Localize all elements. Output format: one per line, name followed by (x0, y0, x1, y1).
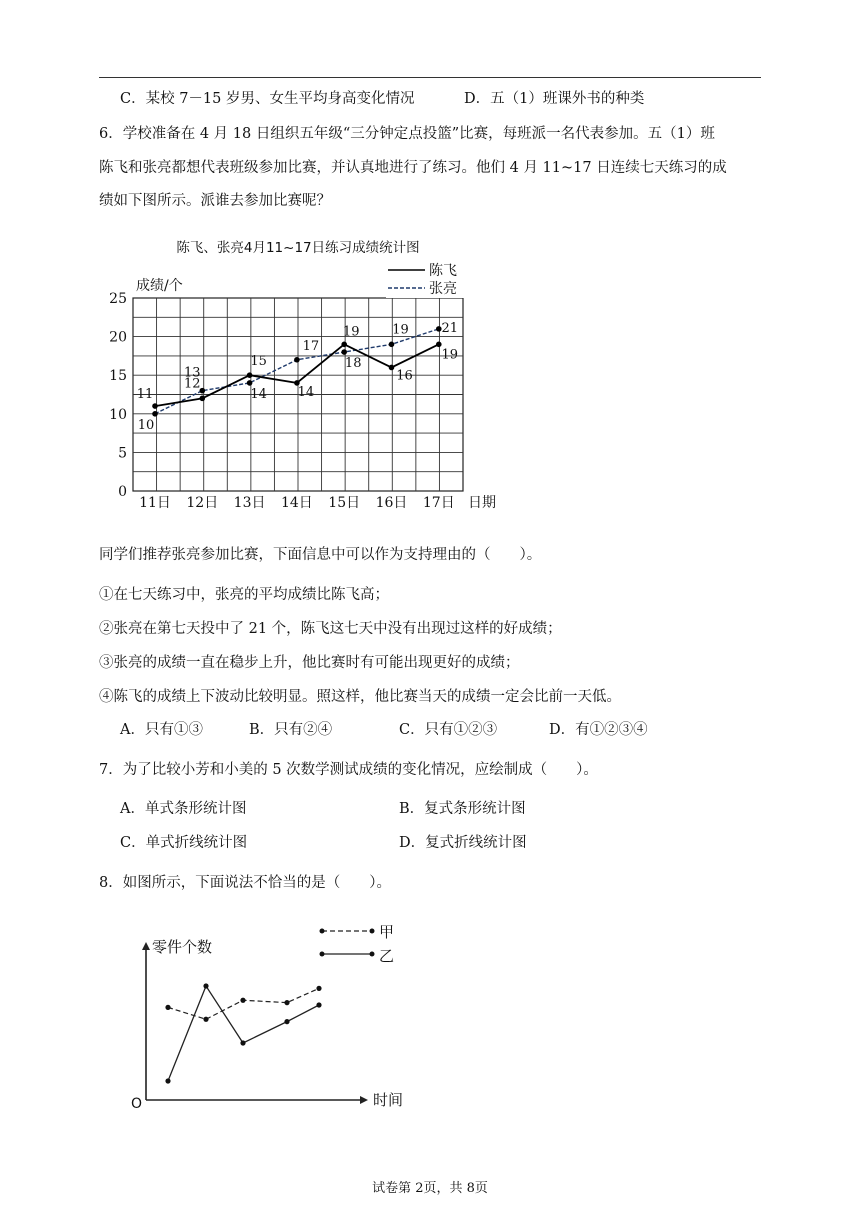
q7-option-d: D．复式折线统计图 (399, 835, 527, 851)
y-axis-arrow (142, 942, 150, 950)
point-chenfei (247, 372, 253, 378)
q7-option-c: C．单式折线统计图 (120, 835, 248, 851)
data-label-chenfei: 14 (297, 384, 315, 400)
data-label-zhangliang: 14 (250, 386, 267, 402)
q6-statement-1: ①在七天练习中，张亮的平均成绩比陈飞高； (99, 587, 389, 603)
legend-label-zhangliang: 张亮 (429, 281, 457, 297)
x-tick-label: 11日 (139, 495, 171, 511)
q6-option-d: D．有①②③④ (549, 722, 648, 738)
q6-stem-line-2: 陈飞和张亮都想代表班级参加比赛，并认真地进行了练习。他们 4 月 11~17 日连续七天练习的成 (99, 160, 727, 176)
point-yi (165, 1078, 170, 1083)
chart-title: 陈飞、张亮4月11~17日练习成绩统计图 (176, 240, 420, 256)
y-tick-label: 20 (109, 329, 127, 346)
series-line-jia (168, 988, 319, 1019)
data-label-zhangliang: 19 (392, 322, 409, 338)
x-tick-label: 16日 (375, 495, 408, 511)
data-label-chenfei: 11 (136, 387, 154, 403)
q8-line-chart (0, 910, 860, 1120)
data-label-zhangliang: 18 (344, 356, 362, 372)
origin-label: O (131, 1096, 143, 1112)
legend-label-yi: 乙 (379, 947, 395, 965)
point-chenfei (436, 342, 442, 348)
data-label-chenfei: 12 (184, 376, 201, 392)
point-chenfei (152, 403, 158, 409)
y-tick-label: 25 (109, 291, 127, 307)
q6-statement-3: ③张亮的成绩一直在稳步上升，他比赛时有可能出现更好的成绩； (99, 655, 520, 671)
q6-option-b: B．只有②④ (249, 722, 333, 738)
x-tick-label: 12日 (186, 495, 219, 511)
data-label-chenfei: 19 (441, 347, 459, 363)
q5-option-d: D．五（1）班课外书的种类 (464, 91, 645, 107)
data-label-chenfei: 19 (342, 324, 360, 340)
point-zhangliang (389, 342, 395, 348)
x-axis-arrow (360, 1096, 368, 1104)
data-label-zhangliang: 17 (302, 338, 320, 354)
point-yi (284, 1019, 289, 1024)
point-jia (284, 1000, 289, 1005)
q7-stem: 7．为了比较小芳和小美的 5 次数学测试成绩的变化情况，应绘制成（ ）。 (99, 762, 598, 778)
point-zhangliang (152, 411, 158, 417)
x-axis-label: 日期 (468, 495, 496, 511)
x-axis-label: 时间 (373, 1091, 404, 1109)
point-jia (165, 1005, 170, 1010)
q5-option-c: C．某校 7－15 岁男、女生平均身高变化情况 (120, 91, 415, 107)
point-jia (203, 1017, 208, 1022)
data-label-zhangliang: 10 (137, 417, 155, 433)
page-footer: 试卷第 2页，共 8页 (372, 1181, 488, 1196)
data-label-chenfei: 15 (250, 354, 267, 370)
y-tick-label: 5 (118, 445, 127, 462)
point-chenfei (341, 342, 347, 348)
q8-stem: 8．如图所示，下面说法不恰当的是（ ）。 (99, 875, 391, 891)
q6-line-chart (0, 0, 860, 520)
data-label-chenfei: 16 (396, 368, 413, 384)
y-axis-label: 成绩/个 (136, 278, 183, 294)
x-tick-label: 15日 (328, 495, 361, 511)
point-jia (240, 998, 245, 1003)
point-jia (316, 986, 321, 991)
point-yi (203, 983, 208, 988)
legend-marker-jia (320, 929, 325, 934)
q6-option-c: C．只有①②③ (399, 722, 498, 738)
x-tick-label: 17日 (422, 495, 455, 511)
point-yi (316, 1002, 321, 1007)
point-chenfei (200, 396, 206, 402)
q6-question: 同学们推荐张亮参加比赛，下面信息中可以作为支持理由的（ ）。 (99, 547, 542, 563)
q6-statement-4: ④陈飞的成绩上下波动比较明显。照这样，他比赛当天的成绩一定会比前一天低。 (99, 689, 621, 705)
point-zhangliang (341, 349, 347, 355)
x-tick-label: 14日 (280, 495, 313, 511)
q6-option-a: A．只有①③ (120, 722, 203, 738)
q6-stem-line-3: 绩如下图所示。派谁去参加比赛呢？ (99, 193, 331, 209)
y-axis-label: 零件个数 (152, 938, 213, 956)
legend-label-chenfei: 陈飞 (429, 263, 457, 279)
legend-marker-yi (370, 952, 375, 957)
point-zhangliang (294, 357, 300, 363)
data-label-zhangliang: 21 (441, 320, 459, 336)
y-tick-label: 10 (109, 406, 127, 423)
q6-statement-2: ②张亮在第七天投中了 21 个，陈飞这七天中没有出现过这样的好成绩； (99, 621, 562, 637)
point-zhangliang (247, 380, 253, 386)
point-chenfei (389, 365, 395, 371)
y-tick-label: 0 (118, 484, 127, 500)
q7-option-b: B．复式条形统计图 (399, 801, 526, 817)
data-label-zhangliang: 13 (184, 365, 201, 381)
point-yi (240, 1040, 245, 1045)
y-tick-label: 15 (109, 368, 127, 385)
legend-marker-yi (320, 952, 325, 957)
legend-label-jia: 甲 (379, 923, 395, 941)
legend-marker-jia (370, 929, 375, 934)
x-tick-label: 13日 (233, 495, 266, 511)
q7-option-a: A．单式条形统计图 (120, 801, 247, 817)
q6-stem-line-1: 6．学校准备在 4 月 18 日组织五年级“三分钟定点投篮”比赛，每班派一名代表参加。五（1）班 (99, 126, 715, 142)
